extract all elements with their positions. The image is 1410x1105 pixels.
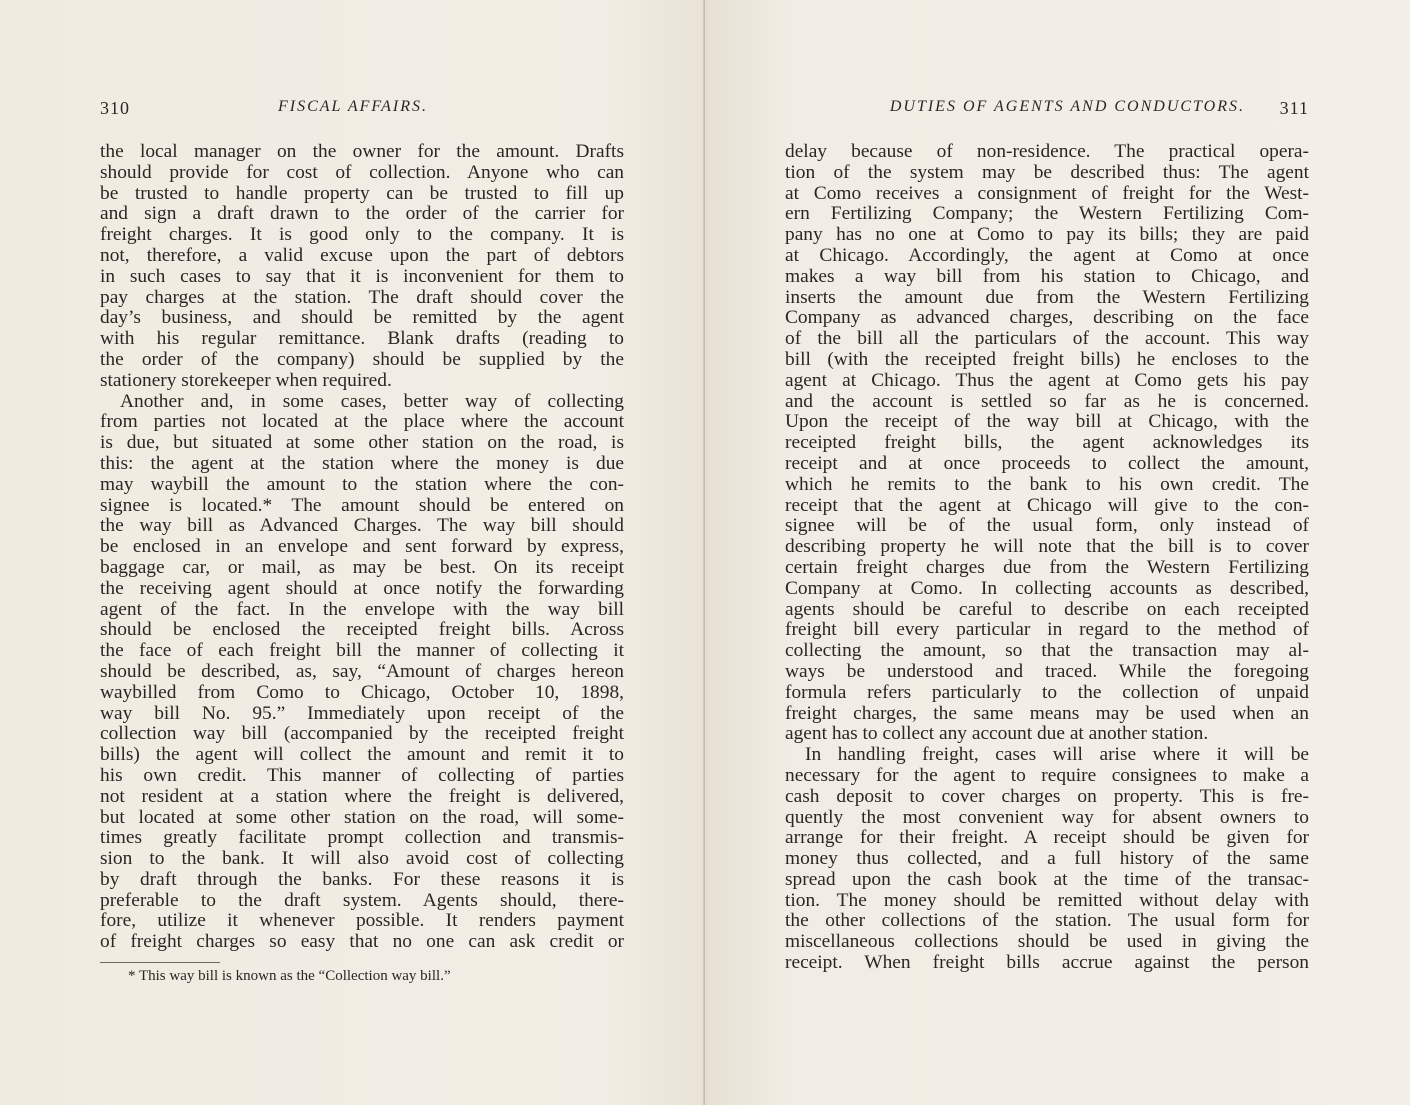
text-line: receipt that the agent at Chicago will give to the con- bbox=[785, 495, 1309, 516]
text-line: receipted freight bills, the agent acknowledges its bbox=[785, 433, 1309, 454]
text-line: signee will be of the usual form, only instead of bbox=[785, 516, 1309, 537]
text-line: be trusted to handle property can be trusted to fill up bbox=[100, 183, 624, 204]
text-line: sion to the bank. It will also avoid cost of collecting bbox=[100, 849, 624, 870]
text-line: should provide for cost of collection. Anyone who can bbox=[100, 162, 624, 183]
text-line: agent at Chicago. Thus the agent at Como gets his pay bbox=[785, 370, 1309, 391]
text-line: by draft through the banks. For these reasons it is bbox=[100, 869, 624, 890]
text-line: Another and, in some cases, better way of collecting bbox=[120, 391, 624, 412]
text-line: In handling freight, cases will arise where it will be bbox=[805, 745, 1309, 766]
text-line: his own credit. This manner of collecting of parties bbox=[100, 765, 624, 786]
text-line: collection way bill (accompanied by the receipted freight bbox=[100, 724, 624, 745]
text-line: at Como receives a consignment of freight for the West- bbox=[785, 183, 1309, 204]
text-line: should be enclosed the receipted freight bills. Across bbox=[100, 620, 624, 641]
text-line: is due, but situated at some other station on the road, is bbox=[100, 433, 624, 454]
text-line: not, therefore, a valid excuse upon the part of debtors bbox=[100, 245, 624, 266]
text-line: collecting the amount, so that the transaction may al- bbox=[785, 641, 1309, 662]
text-line: the local manager on the owner for the amount. Drafts bbox=[100, 142, 624, 162]
text-line: may waybill the amount to the station where the con- bbox=[100, 474, 624, 495]
text-line: signee is located.* The amount should be entered on bbox=[100, 495, 624, 516]
text-line: agents should be careful to describe on each receipted bbox=[785, 599, 1309, 620]
footnote: * This way bill is known as the “Collection way bill.” bbox=[128, 968, 451, 984]
text-line: tion. The money should be remitted without delay with bbox=[785, 890, 1309, 911]
text-line: inserts the amount due from the Western Fertilizing bbox=[785, 287, 1309, 308]
page-number: 311 bbox=[1279, 98, 1309, 118]
text-line: ern Fertilizing Company; the Western Fertilizing Com- bbox=[785, 204, 1309, 225]
text-line: from parties not located at the place where the account bbox=[100, 412, 624, 433]
text-line: arrange for their freight. A receipt should be given for bbox=[785, 828, 1309, 849]
text-line: tion of the system may be described thus: The agent bbox=[785, 162, 1309, 183]
text-line: Company at Como. In collecting accounts as described, bbox=[785, 578, 1309, 599]
text-line: money thus collected, and a full history of the same bbox=[785, 849, 1309, 870]
text-line: necessary for the agent to require consignees to make a bbox=[785, 765, 1309, 786]
left-body-text bbox=[100, 142, 624, 953]
text-line: quently the most convenient way for absent owners to bbox=[785, 807, 1309, 828]
right-body-text bbox=[785, 142, 1309, 974]
right-page-header bbox=[785, 98, 1309, 122]
text-line: freight charges. It is good only to the company. It is bbox=[100, 225, 624, 246]
text-line: freight bill every particular in regard to the method of bbox=[785, 620, 1309, 641]
text-line: pany has no one at Como to pay its bills; they are paid bbox=[785, 225, 1309, 246]
text-line: the other collections of the station. The usual form for bbox=[785, 911, 1309, 932]
text-line: certain freight charges due from the Western Fertilizing bbox=[785, 557, 1309, 578]
footnote-rule bbox=[100, 962, 220, 963]
text-line: cash deposit to cover charges on property. This is fre- bbox=[785, 786, 1309, 807]
text-line: which he remits to the bank to his own credit. The bbox=[785, 474, 1309, 495]
text-line: way bill No. 95.” Immediately upon receipt of the bbox=[100, 703, 624, 724]
text-line: describing property he will note that the bill is to cover bbox=[785, 537, 1309, 558]
text-line: agent of the fact. In the envelope with the way bill bbox=[100, 599, 624, 620]
text-line: receipt. When freight bills accrue against the person bbox=[785, 953, 1309, 974]
text-line: and the account is settled so far as he is concerned. bbox=[785, 391, 1309, 412]
text-line: Upon the receipt of the way bill at Chicago, with the bbox=[785, 412, 1309, 433]
text-line: be enclosed in an envelope and sent forward by express, bbox=[100, 537, 624, 558]
text-line: freight charges, the same means may be used when an bbox=[785, 703, 1309, 724]
text-line: receipt and at once proceeds to collect the amount, bbox=[785, 453, 1309, 474]
right-page bbox=[705, 0, 1410, 1105]
text-line: of the bill all the particulars of the account. This way bbox=[785, 329, 1309, 350]
running-head: DUTIES OF AGENTS AND CONDUCTORS. bbox=[889, 98, 1245, 115]
text-line: the receiving agent should at once notify the forwarding bbox=[100, 578, 624, 599]
text-line: at Chicago. Accordingly, the agent at Como at once bbox=[785, 245, 1309, 266]
text-line: bills) the agent will collect the amount and remit it to bbox=[100, 745, 624, 766]
text-line: the way bill as Advanced Charges. The way bill should bbox=[100, 516, 624, 537]
running-head: FISCAL AFFAIRS. bbox=[278, 98, 428, 115]
text-line: pay charges at the station. The draft should cover the bbox=[100, 287, 624, 308]
text-line: times greatly facilitate prompt collection and transmis- bbox=[100, 828, 624, 849]
text-line: makes a way bill from his station to Chicago, and bbox=[785, 266, 1309, 287]
text-line: agent has to collect any account due at another station. bbox=[785, 724, 1209, 745]
text-line: not resident at a station where the freight is delivered, bbox=[100, 786, 624, 807]
text-line: bill (with the receipted freight bills) he encloses to the bbox=[785, 349, 1309, 370]
text-line: should be described, as, say, “Amount of charges hereon bbox=[100, 661, 624, 682]
text-line: preferable to the draft system. Agents should, there- bbox=[100, 890, 624, 911]
text-line: waybilled from Como to Chicago, October 10, 1898, bbox=[100, 682, 624, 703]
text-line: fore, utilize it whenever possible. It renders payment bbox=[100, 911, 624, 932]
text-line: with his regular remittance. Blank drafts (reading to bbox=[100, 329, 624, 350]
page-number: 310 bbox=[100, 98, 130, 118]
text-line: Company as advanced charges, describing on the face bbox=[785, 308, 1309, 329]
text-line: stationery storekeeper when required. bbox=[100, 370, 392, 391]
text-line: in such cases to say that it is inconvenient for them to bbox=[100, 266, 624, 287]
text-line: delay because of non-residence. The practical opera- bbox=[785, 142, 1309, 162]
text-line: but located at some other station on the road, will some- bbox=[100, 807, 624, 828]
text-line: of freight charges so easy that no one can ask credit or bbox=[100, 932, 624, 953]
text-line: formula refers particularly to the collection of unpaid bbox=[785, 682, 1309, 703]
text-line: day’s business, and should be remitted by the agent bbox=[100, 308, 624, 329]
text-line: ways be understood and traced. While the foregoing bbox=[785, 661, 1309, 682]
text-line: this: the agent at the station where the money is due bbox=[100, 453, 624, 474]
text-line: spread upon the cash book at the time of the transac- bbox=[785, 869, 1309, 890]
text-line: the order of the company) should be supplied by the bbox=[100, 349, 624, 370]
text-line: the face of each freight bill the manner of collecting it bbox=[100, 641, 624, 662]
text-line: and sign a draft drawn to the order of the carrier for bbox=[100, 204, 624, 225]
text-line: baggage car, or mail, as may be best. On its receipt bbox=[100, 557, 624, 578]
text-line: miscellaneous collections should be used in giving the bbox=[785, 932, 1309, 953]
left-page-header bbox=[100, 98, 624, 122]
